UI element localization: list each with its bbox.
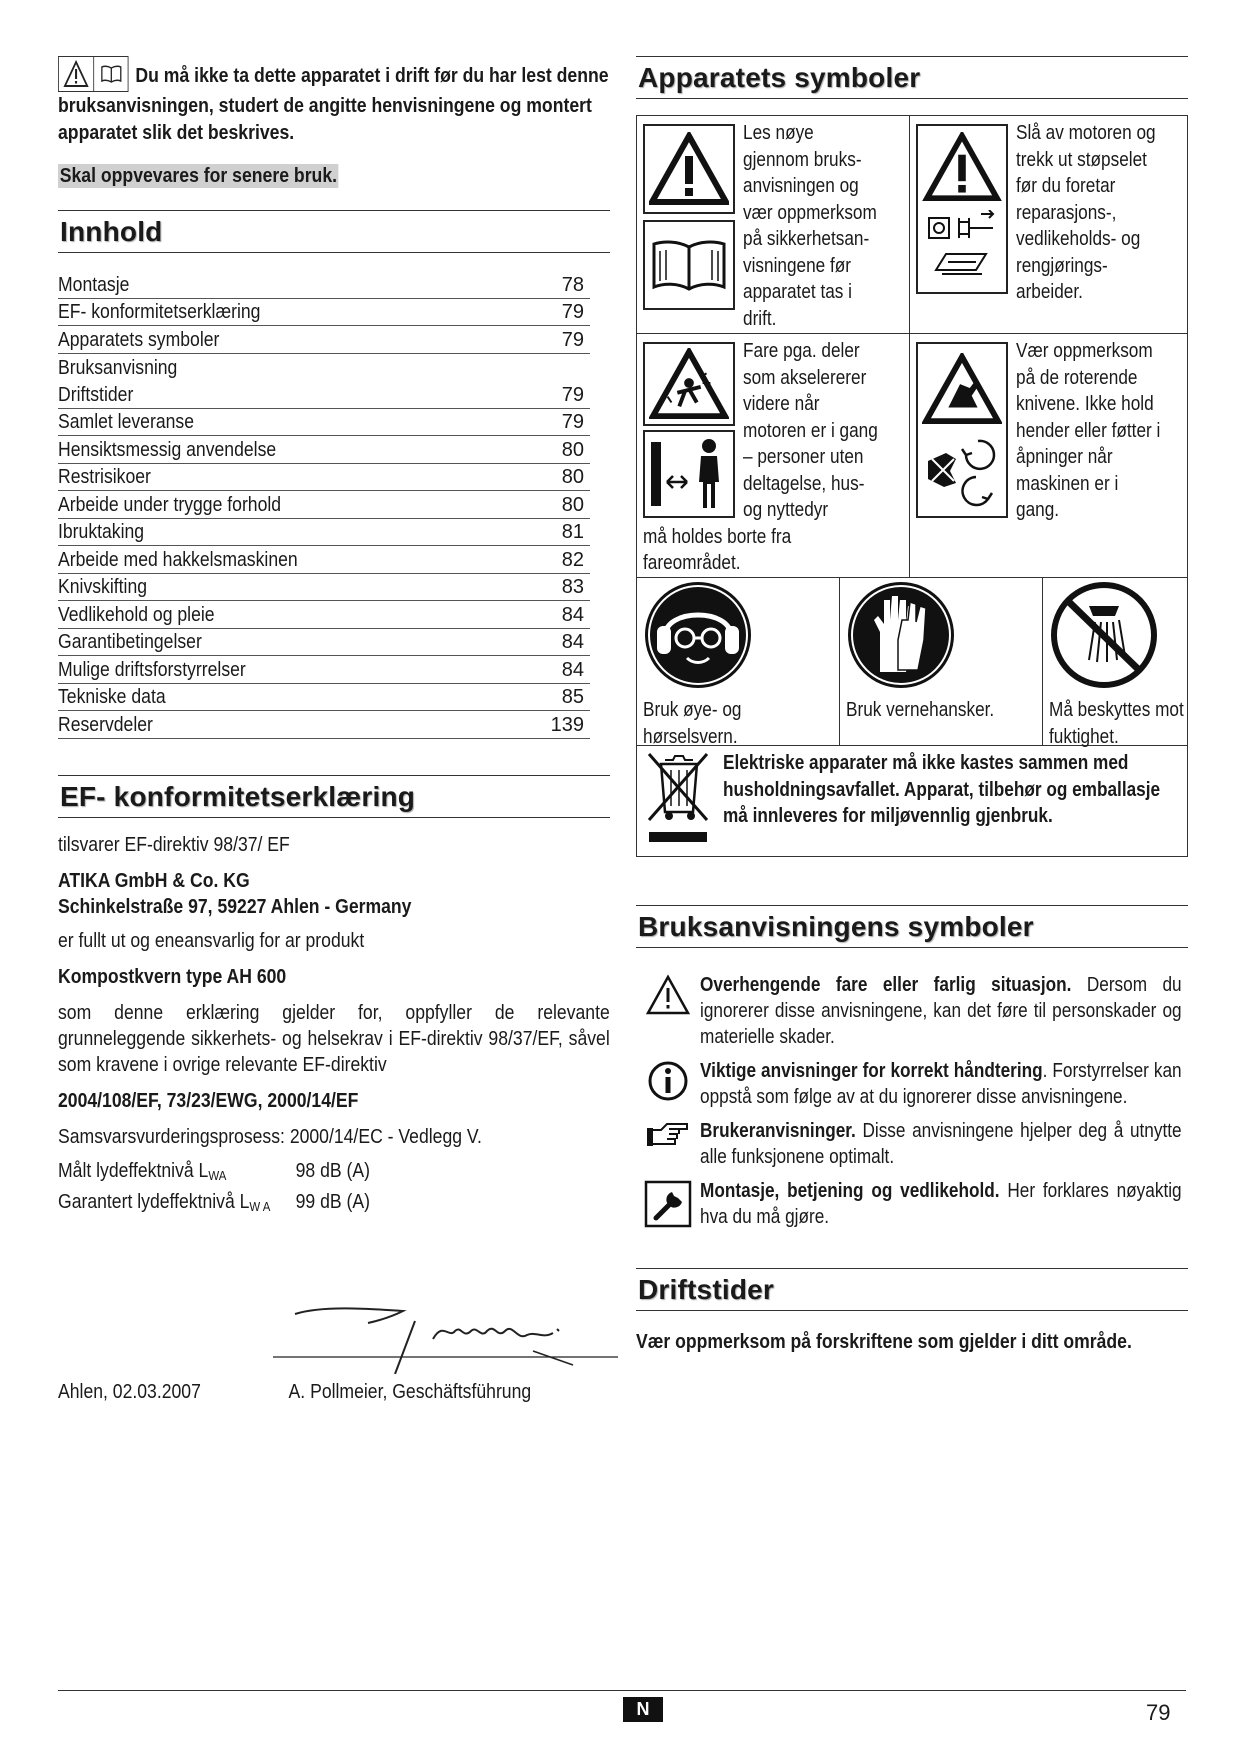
company-name: ATIKA GmbH & Co. KG — [58, 869, 250, 892]
symbol-row — [637, 116, 1187, 334]
toc-page: 80 — [561, 466, 584, 488]
operating-times-title: Driftstider — [636, 1268, 1188, 1311]
device-symbols-table — [636, 115, 1188, 857]
toc-label: Knivskifting — [58, 576, 148, 598]
guaranteed-label: Garantert lydeffektnivå L — [58, 1190, 250, 1213]
toc-label: Arbeide med hakkelsmaskinen — [58, 548, 298, 571]
toc-row — [58, 711, 590, 739]
signatory: A. Pollmeier, Geschäftsführung — [288, 1381, 532, 1403]
danger-text: Dersom du ignorerer disse anvisningene, kan det føre til personskader og materielle skader. — [700, 974, 1182, 1048]
toc-label: Garantibetingelser — [58, 631, 202, 653]
toc-page: 85 — [561, 686, 584, 708]
crossed-bin-icon — [643, 750, 713, 846]
switch-off-text: Slå av motoren og trekk ut støpselet før du foretar reparasjons-, vedlikeholds- og rengjørings-arbeider. — [1016, 122, 1156, 303]
toc-label: Reservdeler — [58, 713, 153, 736]
conformity-block — [58, 832, 610, 1214]
toc-label: Bruksanvisning — [58, 357, 178, 379]
danger-triangle-icon — [645, 974, 691, 1016]
toc-label: Apparatets symboler — [58, 328, 220, 351]
product-name: Kompostkvern type AH 600 — [58, 965, 287, 988]
toc-label: Vedlikehold og pleie — [58, 603, 215, 626]
toc-row — [58, 354, 590, 382]
toc-page: 83 — [561, 576, 584, 598]
warning-icons — [58, 56, 129, 92]
toc-row — [58, 436, 590, 464]
conformity-title: EF- konformitetserklæring — [58, 775, 610, 818]
symbol-moisture — [1042, 578, 1241, 748]
measured-value: 98 dB (A) — [295, 1159, 370, 1182]
symbol-switch-off — [909, 116, 1192, 333]
toc-label: EF- konformitetserklæring — [58, 301, 261, 323]
warning-block — [58, 56, 615, 146]
maintenance-text: Her forklares nøyaktig hva du må gjøre. — [700, 1180, 1182, 1228]
toc-label: Hensiktsmessig anvendelse — [58, 438, 277, 461]
rotating-knives-icon — [916, 342, 1008, 518]
conformity-directive: tilsvarer EF-direktiv 98/37/ EF — [58, 833, 290, 856]
manual-symbol-info — [636, 1058, 1188, 1110]
symbol-hazard-parts — [637, 334, 909, 577]
manual-symbols-list — [636, 972, 1188, 1230]
toc-page: 79 — [561, 301, 584, 323]
symbol-row — [637, 746, 1187, 856]
conformity-statement: som denne erklæring gjelder for, oppfyller de relevante grunneleggende sikkerhets- og helsekrav i EF-direktiv 98/37/EF, såvel som kravene i ovrige relevante EF-direktiv — [58, 1001, 610, 1076]
toc-page: 84 — [561, 658, 584, 681]
toc-row — [58, 299, 590, 327]
warning-text: Du må ikke ta dette apparatet i drift før du har lest denne bruksanvisningen, studert de angitte henvisningene og montert apparatet slik det beskrives. — [58, 64, 609, 144]
toc-row — [58, 601, 590, 629]
toc-label: Samlet leveranse — [58, 411, 194, 433]
symbol-eye-ear — [637, 578, 839, 748]
toc-page: 80 — [561, 493, 584, 516]
flying-debris-icon — [643, 342, 735, 426]
info-text: . Forstyrrelser kan oppstå som følge av at du ignorerer disse anvisningene. — [700, 1060, 1182, 1108]
symbol-disposal — [637, 746, 1241, 856]
read-manual-text: Les nøye gjennom bruks-anvisningen og vær oppmerksom på sikkerhetsan-visningene før apparatet tas i drift. — [743, 122, 877, 330]
toc-page: 81 — [561, 521, 584, 543]
table-of-contents — [58, 271, 590, 739]
info-bold: Viktige anvisninger for korrekt håndtering — [700, 1060, 1043, 1082]
toc-label: Arbeide under trygge forhold — [58, 493, 282, 516]
no-moisture-icon — [1049, 580, 1159, 690]
info-icon — [647, 1060, 689, 1102]
eye-ear-protection-icon — [643, 580, 753, 690]
toc-row — [58, 684, 590, 712]
toc-row — [58, 326, 590, 354]
signature-image — [273, 1299, 618, 1374]
language-badge: N — [623, 1697, 663, 1722]
toc-page: 78 — [561, 273, 584, 296]
warning-triangle-icon — [643, 124, 735, 214]
symbol-gloves — [839, 578, 1042, 745]
device-symbols-title: Apparatets symboler — [636, 56, 1188, 99]
toc-page: 79 — [561, 328, 584, 351]
hazard-parts-text: Fare pga. deler som akselererer videre når motoren er i gang – personer uten deltagelse, hus- og nyttedyr — [743, 340, 878, 521]
toc-label: Ibruktaking — [58, 521, 145, 543]
hint-bold: Brukeranvisninger. — [700, 1120, 856, 1142]
toc-label: Mulige driftsforstyrrelser — [58, 658, 246, 681]
operating-times-text: Vær oppmerksom på forskriftene som gjelder i ditt område. — [636, 1331, 1132, 1353]
symbol-read-manual — [637, 116, 909, 333]
manual-symbols-title: Bruksanvisningens symboler — [636, 905, 1188, 948]
pointing-hand-icon — [645, 1120, 691, 1150]
warning-triangle-icon — [59, 57, 93, 91]
manual-symbol-maintenance — [636, 1178, 1188, 1230]
maintenance-bold: Montasje, betjening og vedlikehold. — [700, 1180, 1000, 1202]
toc-row — [58, 381, 590, 409]
toc-label: Tekniske data — [58, 686, 166, 708]
left-column — [58, 56, 610, 1403]
toc-page: 79 — [561, 411, 584, 433]
toc-page: 84 — [561, 603, 584, 626]
toc-row — [58, 574, 590, 602]
place-date: Ahlen, 02.03.2007 — [58, 1381, 201, 1403]
toc-page: 82 — [561, 548, 584, 571]
hint-text: Disse anvisningene hjelper deg å utnytte alle funksjonene optimalt. — [700, 1120, 1182, 1168]
symbol-rotating-knives — [909, 334, 1192, 577]
toc-row — [58, 271, 590, 299]
keep-distance-icon — [643, 430, 735, 518]
toc-row — [58, 629, 590, 657]
guaranteed-value: 99 dB (A) — [295, 1190, 370, 1213]
measured-subscript: WA — [208, 1167, 227, 1183]
measured-sound-level — [58, 1160, 610, 1183]
right-column — [636, 56, 1188, 1355]
rotating-knives-text: Vær oppmerksom på de roterende knivene. Ikke hold hender eller føtter i åpninger når maskinen er i gang. — [1016, 340, 1161, 521]
manual-symbol-hint — [636, 1118, 1188, 1170]
wrench-icon — [644, 1180, 692, 1228]
eye-ear-text: Bruk øye- og hørselsvern. — [643, 699, 742, 748]
toc-label: Driftstider — [58, 383, 134, 406]
toc-row — [58, 409, 590, 437]
switch-off-icon — [916, 124, 1008, 294]
toc-page: 79 — [561, 383, 584, 406]
contents-title: Innhold — [58, 210, 610, 253]
toc-label: Restrisikoer — [58, 466, 151, 488]
disposal-text: Elektriske apparater må ikke kastes sammen med husholdningsavfallet. Apparat, tilbehør og emballasje må innleveres for miljøvennlig gjenbruk. — [723, 752, 1161, 827]
gloves-text: Bruk vernehansker. — [846, 699, 995, 721]
symbol-row — [637, 334, 1187, 578]
toc-label: Montasje — [58, 273, 130, 296]
toc-page: 80 — [561, 438, 584, 461]
manual-symbol-danger — [636, 972, 1188, 1050]
toc-row — [58, 491, 590, 519]
keep-notice: Skal oppvevares for senere bruk. — [59, 164, 338, 187]
danger-bold: Overhengende fare eller farlig situasjon. — [700, 974, 1072, 996]
toc-row — [58, 464, 590, 492]
signature-line — [58, 1381, 630, 1404]
hazard-parts-text-cont: må holdes borte fra fareområdet. — [643, 525, 792, 574]
toc-row — [58, 546, 590, 574]
toc-row — [58, 519, 590, 547]
toc-page: 84 — [561, 631, 584, 653]
responsibility-text: er fullt ut og eneansvarlig for ar produkt — [58, 929, 365, 952]
company-address: Schinkelstraße 97, 59227 Ahlen - Germany — [58, 895, 412, 918]
moisture-text: Må beskyttes mot fuktighet. — [1049, 699, 1184, 748]
measured-label: Målt lydeffektnivå L — [58, 1159, 209, 1182]
assessment-process: Samsvarsvurderingsprosess: 2000/14/EC - Vedlegg V. — [58, 1125, 482, 1148]
guaranteed-sound-level — [58, 1191, 610, 1214]
page-number: 79 — [1146, 1700, 1171, 1725]
gloves-icon — [846, 580, 956, 690]
toc-page: 139 — [550, 713, 584, 736]
manual-book-icon — [643, 220, 735, 310]
footer-divider — [58, 1690, 1186, 1691]
symbol-row — [637, 578, 1187, 746]
toc-row — [58, 656, 590, 684]
guaranteed-subscript: W A — [249, 1198, 271, 1214]
directive-list: 2004/108/EF, 73/23/EWG, 2000/14/EF — [58, 1089, 359, 1112]
book-icon — [93, 57, 127, 91]
